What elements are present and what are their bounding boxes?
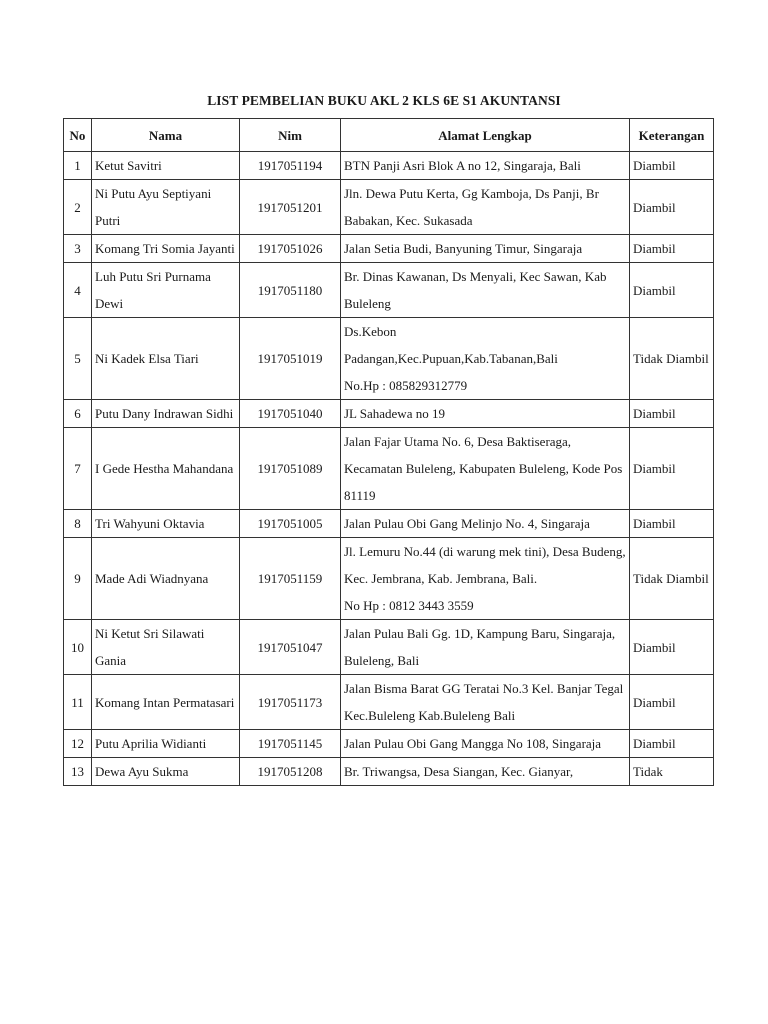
- cell-keterangan: Diambil: [630, 235, 714, 263]
- cell-no: 3: [64, 235, 92, 263]
- table-row: [64, 538, 714, 620]
- cell-keterangan: Diambil: [630, 620, 714, 675]
- column-header-alamat: Alamat Lengkap: [341, 119, 630, 152]
- cell-nim: 1917051208: [240, 758, 341, 786]
- cell-alamat: Jalan Pulau Obi Gang Mangga No 108, Singaraja: [341, 730, 630, 758]
- table-row: [64, 263, 714, 318]
- cell-no: 11: [64, 675, 92, 730]
- cell-nama: Dewa Ayu Sukma: [92, 758, 240, 786]
- table-row: [64, 400, 714, 428]
- cell-alamat: Jalan Pulau Obi Gang Melinjo No. 4, Singaraja: [341, 510, 630, 538]
- cell-no: 4: [64, 263, 92, 318]
- cell-nim: 1917051201: [240, 180, 341, 235]
- cell-nama: Tri Wahyuni Oktavia: [92, 510, 240, 538]
- cell-nama: Ni Kadek Elsa Tiari: [92, 318, 240, 400]
- cell-nama: Komang Tri Somia Jayanti: [92, 235, 240, 263]
- cell-nim: 1917051019: [240, 318, 341, 400]
- table-row: [64, 180, 714, 235]
- cell-nama: Ketut Savitri: [92, 152, 240, 180]
- cell-nama: I Gede Hestha Mahandana: [92, 428, 240, 510]
- cell-nama: Putu Aprilia Widianti: [92, 730, 240, 758]
- cell-alamat: Br. Dinas Kawanan, Ds Menyali, Kec Sawan, Kab Buleleng: [341, 263, 630, 318]
- cell-alamat: JL Sahadewa no 19: [341, 400, 630, 428]
- cell-no: 1: [64, 152, 92, 180]
- cell-no: 2: [64, 180, 92, 235]
- cell-no: 13: [64, 758, 92, 786]
- cell-no: 10: [64, 620, 92, 675]
- cell-no: 7: [64, 428, 92, 510]
- cell-keterangan: Diambil: [630, 152, 714, 180]
- cell-keterangan: Diambil: [630, 263, 714, 318]
- cell-keterangan: Diambil: [630, 428, 714, 510]
- table-row: [64, 620, 714, 675]
- cell-alamat: Ds.Kebon Padangan,Kec.Pupuan,Kab.Tabanan,Bali No.Hp : 085829312779: [341, 318, 630, 400]
- cell-nim: 1917051047: [240, 620, 341, 675]
- purchase-table: [63, 118, 714, 786]
- table-row: [64, 510, 714, 538]
- cell-keterangan: Diambil: [630, 400, 714, 428]
- cell-nama: Luh Putu Sri Purnama Dewi: [92, 263, 240, 318]
- cell-keterangan: Diambil: [630, 180, 714, 235]
- cell-nama: Ni Ketut Sri Silawati Gania: [92, 620, 240, 675]
- cell-no: 9: [64, 538, 92, 620]
- cell-alamat: Jalan Bisma Barat GG Teratai No.3 Kel. Banjar Tegal Kec.Buleleng Kab.Buleleng Bali: [341, 675, 630, 730]
- cell-alamat: Br. Triwangsa, Desa Siangan, Kec. Gianyar,: [341, 758, 630, 786]
- cell-no: 6: [64, 400, 92, 428]
- table-row: [64, 318, 714, 400]
- column-header-keterangan: Keterangan: [630, 119, 714, 152]
- cell-keterangan: Tidak Diambil: [630, 318, 714, 400]
- cell-nim: 1917051159: [240, 538, 341, 620]
- cell-nim: 1917051180: [240, 263, 341, 318]
- cell-alamat: Jalan Fajar Utama No. 6, Desa Baktiseraga, Kecamatan Buleleng, Kabupaten Buleleng, Kode Pos 81119: [341, 428, 630, 510]
- table-row: [64, 730, 714, 758]
- cell-nama: Made Adi Wiadnyana: [92, 538, 240, 620]
- table-row: [64, 675, 714, 730]
- table-row: [64, 758, 714, 786]
- cell-alamat: BTN Panji Asri Blok A no 12, Singaraja, Bali: [341, 152, 630, 180]
- cell-no: 5: [64, 318, 92, 400]
- cell-no: 12: [64, 730, 92, 758]
- cell-nama: Putu Dany Indrawan Sidhi: [92, 400, 240, 428]
- cell-keterangan: Diambil: [630, 510, 714, 538]
- cell-nim: 1917051040: [240, 400, 341, 428]
- table-body: [64, 152, 714, 786]
- cell-alamat: Jalan Setia Budi, Banyuning Timur, Singaraja: [341, 235, 630, 263]
- cell-keterangan: Diambil: [630, 675, 714, 730]
- cell-no: 8: [64, 510, 92, 538]
- table-row: [64, 152, 714, 180]
- cell-nim: 1917051026: [240, 235, 341, 263]
- table-row: [64, 428, 714, 510]
- cell-keterangan: Tidak: [630, 758, 714, 786]
- cell-alamat: Jln. Dewa Putu Kerta, Gg Kamboja, Ds Panji, Br Babakan, Kec. Sukasada: [341, 180, 630, 235]
- cell-nim: 1917051194: [240, 152, 341, 180]
- cell-nim: 1917051089: [240, 428, 341, 510]
- column-header-nim: Nim: [240, 119, 341, 152]
- table-header-row: [64, 119, 714, 152]
- cell-alamat: Jalan Pulau Bali Gg. 1D, Kampung Baru, Singaraja, Buleleng, Bali: [341, 620, 630, 675]
- column-header-no: No: [64, 119, 92, 152]
- column-header-nama: Nama: [92, 119, 240, 152]
- cell-nama: Ni Putu Ayu Septiyani Putri: [92, 180, 240, 235]
- cell-alamat: Jl. Lemuru No.44 (di warung mek tini), Desa Budeng, Kec. Jembrana, Kab. Jembrana, Bali. No Hp : 0812 3443 3559: [341, 538, 630, 620]
- table-row: [64, 235, 714, 263]
- cell-keterangan: Tidak Diambil: [630, 538, 714, 620]
- cell-nim: 1917051005: [240, 510, 341, 538]
- cell-nim: 1917051145: [240, 730, 341, 758]
- cell-nim: 1917051173: [240, 675, 341, 730]
- cell-keterangan: Diambil: [630, 730, 714, 758]
- cell-nama: Komang Intan Permatasari: [92, 675, 240, 730]
- document-title: LIST PEMBELIAN BUKU AKL 2 KLS 6E S1 AKUNTANSI: [207, 93, 561, 108]
